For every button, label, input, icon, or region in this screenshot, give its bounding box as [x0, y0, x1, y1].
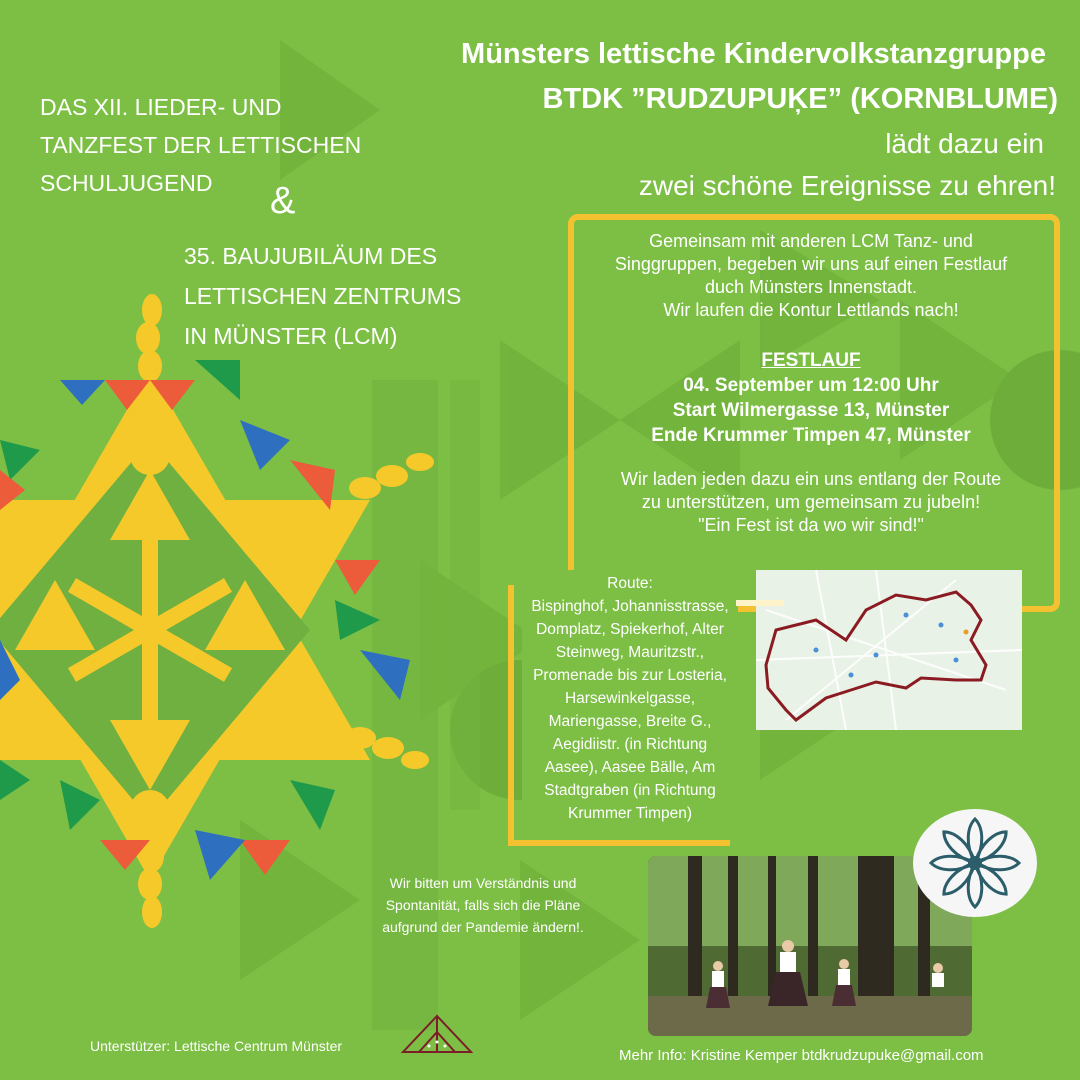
intro-line: Wir laufen die Kontur Lettlands nach! — [663, 300, 959, 320]
header-invite-line: lädt dazu ein — [885, 128, 1044, 159]
route-line: Domplatz, Spiekerhof, Alter — [536, 621, 724, 638]
event-line: IN MÜNSTER (LCM) — [184, 323, 398, 349]
event-line: SCHULJUGEND — [40, 170, 213, 196]
route-line: Aasee), Aasee Bälle, Am — [544, 759, 716, 776]
event-song-dance-festival — [40, 88, 440, 202]
intro-line: duch Münsters Innenstadt. — [704, 277, 918, 297]
event-line: 35. BAUJUBILÄUM DES — [184, 243, 438, 269]
event-line: DAS XII. LIEDER- UND — [40, 94, 282, 120]
event-line: LETTISCHEN ZENTRUMS — [184, 283, 462, 309]
note-line: Spontanität, falls sich die Pläne — [385, 897, 581, 913]
sponsor-text: Unterstützer: Lettische Centrum Münster — [90, 1038, 343, 1054]
route-line: Harsewinkelgasse, — [564, 690, 696, 707]
event-line: TANZFEST DER LETTISCHEN — [40, 132, 362, 158]
route-line: Promenade bis zur Losteria, — [533, 667, 727, 684]
festlauf-details — [572, 348, 1050, 448]
invite-line: "Ein Fest ist da wo wir sind!" — [698, 515, 924, 535]
festlauf-end: Ende Krummer Timpen 47, Münster — [651, 425, 971, 446]
info-intro — [572, 230, 1050, 322]
route-line: Mariengasse, Breite G., — [548, 713, 712, 730]
ampersand: & — [270, 180, 296, 222]
cornflower-logo-icon — [912, 808, 1038, 918]
invite-line: Wir laden jeden dazu ein uns entlang der Route — [620, 469, 1002, 489]
note-line: aufgrund der Pandemie ändern!. — [382, 919, 584, 935]
header-group-title: BTDK ”RUDZUPUĶE” (KORNBLUME) — [542, 83, 1058, 115]
festlauf-start: Start Wilmergasse 13, Münster — [672, 400, 950, 421]
connector-highlight — [736, 600, 784, 606]
header-group-name: Münsters lettische Kindervolkstanzgruppe — [461, 38, 1046, 70]
route-line: Aegidiistr. (in Richtung — [552, 736, 708, 753]
event-anniversary — [184, 236, 514, 356]
pandemic-note — [350, 872, 616, 938]
invite-line: zu unterstützen, um gemeinsam zu jubeln! — [641, 492, 981, 512]
lcm-logo-icon — [399, 1012, 475, 1060]
route-line: Krummer Timpen) — [567, 805, 693, 822]
intro-line: Gemeinsam mit anderen LCM Tanz- und — [649, 231, 973, 251]
intro-line: Singgruppen, begeben wir uns auf einen Festlauf — [614, 254, 1008, 274]
route-line: Steinweg, Mauritzstr., — [555, 644, 705, 661]
info-invite — [572, 468, 1050, 537]
header-events-line: zwei schöne Ereignisse zu ehren! — [638, 170, 1056, 201]
festlauf-date: 04. September um 12:00 Uhr — [683, 375, 939, 396]
note-line: Wir bitten um Verständnis und — [389, 875, 577, 891]
contact-info: Mehr Info: Kristine Kemper btdkrudzupuke@gmail.com — [619, 1047, 984, 1064]
route-label: Route: — [607, 575, 653, 592]
route-line: Bispinghof, Johannisstrasse, — [531, 598, 729, 615]
route-map — [756, 570, 1022, 730]
route-description — [522, 572, 738, 825]
route-line: Stadtgraben (in Richtung — [544, 782, 716, 799]
festlauf-heading: FESTLAUF — [761, 350, 861, 371]
